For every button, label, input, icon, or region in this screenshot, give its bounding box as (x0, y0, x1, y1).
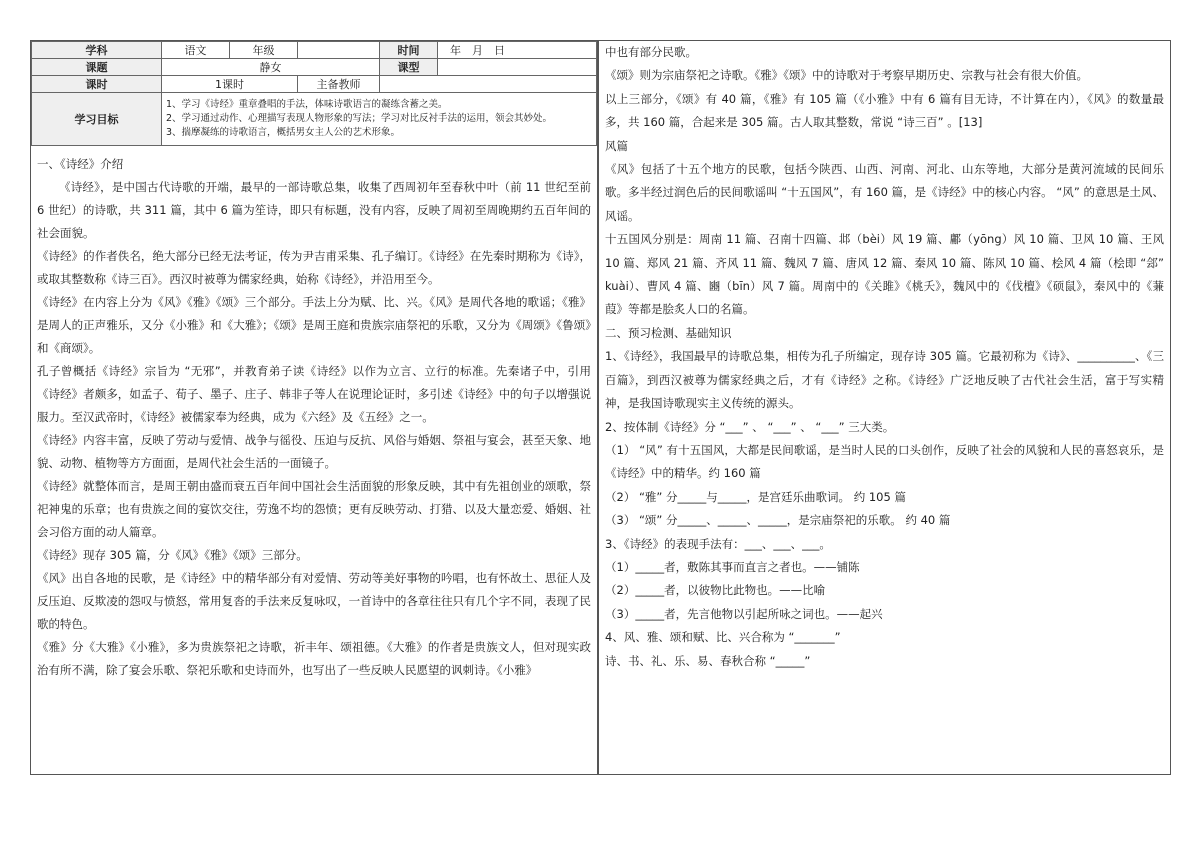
header-table (31, 41, 597, 146)
paragraph: 《诗经》，是中国古代诗歌的开端，最早的一部诗歌总集，收集了西周初年至春秋中叶（前 11 世纪至前 6 世纪）的诗歌，共 311 篇，其中 6 篇为笙诗，即只有标题，没有内容，反映了周初至周晚期约五百年间的社会面貌。 (37, 180, 591, 240)
grade-label: 年级 (230, 42, 298, 59)
paragraph: 《雅》分《大雅》《小雅》，多为贵族祭祀之诗歌，祈丰年、颂祖德。《大雅》的作者是贵族文人，但对现实政治有所不满，除了宴会乐歌、祭祀乐歌和史诗而外，也写出了一些反映人民愿望的讽刺诗。《小雅》 (37, 640, 591, 677)
question-2-3: （3） “颂” 分_____、_____、_____，是宗庙祭祀的乐歌。 约 40 篇 (605, 513, 951, 528)
goal-item: 2、学习通过动作、心理描写表现人物形象的写法；学习对比反衬手法的运用，领会其妙处。 (166, 113, 553, 124)
goal-item: 3、揣摩凝练的诗歌语言，概括男女主人公的艺术形象。 (166, 127, 401, 138)
paragraph: 《风》包括了十五个地方的民歌，包括今陕西、山西、河南、河北、山东等地，大部分是黄河流域的民间乐歌。多半经过润色后的民间歌谣叫 “十五国风”，有 160 篇，是《诗经》中的核心内容。 “风” 的意思是土风、风谣。 (605, 162, 1164, 223)
section-heading-intro: 一、《诗经》介绍 (37, 157, 124, 171)
subject-label: 学科 (32, 42, 162, 59)
left-column (30, 40, 598, 775)
question-4-b: 诗、书、礼、乐、易、春秋合称 “_____” (605, 653, 811, 668)
time-label: 时间 (380, 42, 438, 59)
right-column (598, 40, 1171, 775)
header-row-3 (32, 76, 597, 93)
paragraph: 《诗经》在内容上分为《风》《雅》《颂》三个部分。手法上分为赋、比、兴。《风》是周代各地的歌谣；《雅》是周人的正声雅乐，又分《小雅》和《大雅》；《颂》是周王庭和贵族宗庙祭祀的乐歌，又分为《周颂》《鲁颂》和《商颂》。 (37, 295, 591, 355)
question-4: 4、风、雅、颂和赋、比、兴合称为 “_______” (605, 630, 841, 645)
type-value (438, 59, 597, 76)
subject-value: 语文 (162, 42, 230, 59)
right-body-text (599, 41, 1170, 673)
type-label: 课型 (380, 59, 438, 76)
paragraph: 十五国风分别是：周南 11 篇、召南十四篇、邶（bèi）风 19 篇、鄘（yōng）风 10 篇、卫风 10 篇、王风 10 篇、郑风 21 篇、齐风 11 篇、魏风 7 篇、唐风 12 篇、秦风 10 篇、陈风 10 篇、桧风 4 篇（桧即 “郐” kuài）、曹风 4 篇、豳（bīn）风 7 篇。周南中的《关雎》《桃夭》，魏风中的《伐檀》《硕鼠》，秦风中的《蒹葭》等都是脍炙人口的名篇。 (605, 232, 1164, 317)
paragraph: 《诗经》的作者佚名，绝大部分已经无法考证，传为尹吉甫采集、孔子编订。《诗经》在先秦时期称为《诗》，或取其整数称《诗三百》。西汉时被尊为儒家经典，始称《诗经》，并沿用至今。 (37, 249, 591, 286)
question-3: 3、《诗经》的表现手法有：___、___、___。 (605, 536, 831, 551)
paragraph: 《诗经》现存 305 篇，分《风》《雅》《颂》三部分。 (37, 548, 308, 562)
paragraph: 中也有部分民歌。 (605, 45, 697, 59)
question-1: 1、《诗经》，我国最早的诗歌总集，相传为孔子所编定，现存诗 305 篇。它最初称为《诗》、__________、《三百篇》，到西汉被尊为儒家经典之后，才有《诗经》之称。《诗经》广泛地反映了古代社会生活，富于写实精神，是我国诗歌现实主义传统的源头。 (605, 349, 1164, 411)
question-3-2: （2）_____者，以彼物比此物也。——比喻 (605, 583, 826, 598)
question-2: 2、按体制《诗经》分 “___” 、 “___” 、 “___” 三大类。 (605, 419, 895, 434)
grade-value (298, 42, 380, 59)
goals-list (162, 93, 597, 146)
goals-label: 学习目标 (32, 93, 162, 146)
teacher-label: 主备教师 (298, 76, 380, 93)
header-row-goals (32, 93, 597, 146)
hours-label: 课时 (32, 76, 162, 93)
topic-value: 静女 (162, 59, 380, 76)
question-3-1: （1）_____者，敷陈其事而直言之者也。——铺陈 (605, 559, 860, 574)
goal-item: 1、学习《诗经》重章叠唱的手法，体味诗歌语言的凝练含蓄之美。 (166, 99, 448, 110)
hours-value: 1课时 (162, 76, 298, 93)
section-heading-feng: 风篇 (605, 138, 628, 153)
paragraph: 《诗经》就整体而言，是周王朝由盛而衰五百年间中国社会生活面貌的形象反映，其中有先祖创业的颂歌，祭祀神鬼的乐章；也有贵族之间的宴饮交往，劳逸不均的怨愤；更有反映劳动、打猎、以及大量恋爱、婚姻、社会习俗方面的动人篇章。 (37, 479, 591, 539)
time-value: 年 月 日 (438, 42, 597, 59)
section-heading-preview: 二、预习检测、基础知识 (605, 325, 732, 340)
question-2-2: （2） “雅” 分_____与_____，是宫廷乐曲歌词。 约 105 篇 (605, 489, 906, 504)
header-row-1 (32, 42, 597, 59)
paragraph: 《风》出自各地的民歌，是《诗经》中的精华部分有对爱情、劳动等美好事物的吟唱，也有怀故土、思征人及反压迫、反欺凌的怨叹与愤怒，常用复沓的手法来反复咏叹，一首诗中的各章往往只有几个字不同，表现了民歌的特色。 (37, 571, 591, 631)
left-body-text (31, 153, 597, 682)
paragraph: 孔子曾概括《诗经》宗旨为 “无邪”，并教育弟子读《诗经》以作为立言、立行的标准。先秦诸子中，引用《诗经》者颇多，如孟子、荀子、墨子、庄子、韩非子等人在说理论证时，多引述《诗经》中的句子以增强说服力。至汉武帝时，《诗经》被儒家奉为经典，成为《六经》及《五经》之一。 (37, 364, 591, 424)
paragraph: 《诗经》内容丰富，反映了劳动与爱情、战争与徭役、压迫与反抗、风俗与婚姻、祭祖与宴会，甚至天象、地貌、动物、植物等方方面面，是周代社会生活的一面镜子。 (37, 433, 591, 470)
paragraph: 《颂》则为宗庙祭祀之诗歌。《雅》《颂》中的诗歌对于考察早期历史、宗教与社会有很大价值。 (605, 68, 1088, 83)
header-row-2 (32, 59, 597, 76)
teacher-value (380, 76, 597, 93)
paragraph: 以上三部分，《颂》有 40 篇，《雅》有 105 篇（《小雅》中有 6 篇有目无诗，不计算在内），《风》的数量最多，共 160 篇，合起来是 305 篇。古人取其整数，常说 “诗三百” 。[13] (605, 91, 1164, 130)
topic-label: 课题 (32, 59, 162, 76)
question-2-1: （1） “风” 有十五国风，大都是民间歌谣，是当时人民的口头创作，反映了社会的风貌和人民的喜怒哀乐，是《诗经》中的精华。约 160 篇 (605, 442, 1164, 481)
lesson-plan-page (30, 40, 1171, 775)
question-3-3: （3）_____者，先言他物以引起所咏之词也。——起兴 (605, 606, 883, 621)
